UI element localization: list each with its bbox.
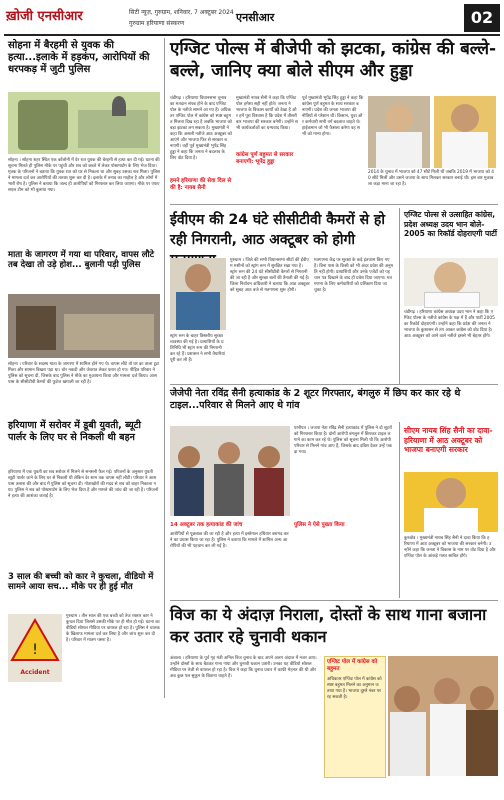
lower-headline: जेजेपी नेता रविंद्र सैनी हत्याकांड के 2 शूटर गिरफ्तार, बंगलुरु में छिप कर कार रहे थे टाइल...परिवार से मिलने आए थे गांव: [170, 388, 461, 411]
section-title: एनसीआर: [236, 11, 275, 24]
lower-sub-2: पुलिस ने ऐसे पुख्ता किया: [294, 522, 345, 528]
story1-headline: सोहना में बैरहमी से युवक की हत्या...इलाके में हड़कंप, आरोपियों की धरपकड़ में जुटी पुलिस: [8, 40, 150, 75]
mid-right-text: चंडीगढ़ । हरियाणा कांग्रेस अध्यक्ष उदय भान ने कहा कि एग्जिट पोल्स के नतीजे कांग्रेस के पक्ष में हैं और पार्टी 2005 का रिकॉर्ड दोहराएगी। उन्होंने कहा कि प्रदेश की जनता ने भाजपा के कुशासन से तंग आकर कांग्रेस को वोट दिया है। आठ अक्टूबर को आने वाले नतीजे इससे भी बेहतर होंगे।: [404, 310, 495, 339]
mid-text-2: मतगणना केंद्र पर सुरक्षा के कड़े इंतजाम किए गए हैं। बिना पास के किसी को भी अंदर प्रवेश की अनुमति नहीं होगी। प्रत्याशियों और उनके एजेंटों को पहचान पत्र दिखाने के बाद ही प्रवेश दिया जाएगा। मतगणना के लिए कर्मचारियों को प्रशिक्षण दिया जा चुका है।: [314, 258, 394, 293]
story3-text: हरियाणा में एक युवती का शव सरोवर में मिलने से सनसनी फैल गई। परिजनों के अनुसार युवती ब्यूटी पार्लर जाने के लिए घर से निकली थी लेकिन देर शाम तक वापस नहीं लौटी। परिवार ने आसपास तलाश की और बाद में पुलिस को सूचना दी। गोताखोरों की मदद से शव को बाहर निकाला गया। पुलिस ने शव को पोस्टमार्टम के लिए भेज दिया है और मामले की जांच की जा रही है। परिजनों ने हत्या की आशंका जताई है।: [8, 470, 159, 499]
story3-headline: हरियाणा में सरोवर में डूबी युवती, ब्यूटी पार्लर के लिए घर से निकली थी बहन: [8, 420, 142, 443]
lower-text-2: आरोपियों से पूछताछ की जा रही है और हत्या में इस्तेमाल हथियार बरामद करने का प्रयास किया जा रहा है। पुलिस ने बताया कि मामले में शामिल अन्य आरोपियों की भी पहचान कर ली गई है।: [170, 532, 289, 549]
saini-photo: [434, 96, 496, 168]
bottom-headline: विज का ये अंदाज़ निराला, दोस्तों के साथ गाना बजाना कर उतार रहे चुनावी थकान: [170, 605, 487, 646]
info-box-text: अधिकतर एग्जिट पोल में कांग्रेस को स्पष्ट बहुमत मिलने का अनुमान जताया गया है। भाजपा दूसरे नंबर पर रह सकती है।: [327, 677, 382, 700]
brand-name: ख़ोजी एनसीआर: [6, 9, 83, 24]
story1-photo: [8, 92, 160, 154]
column-rule-mid: [399, 208, 400, 384]
official-photo: [170, 258, 226, 330]
accident-label: Accident: [20, 669, 50, 676]
mid-right-headline: एग्जिट पोल्स से उत्साहित कांग्रेस, प्रदेश अध्यक्ष उदय भान बोले- 2005 का रिकॉर्ड दोहराएगी पार्टी: [404, 210, 497, 238]
rule-below-top: [170, 204, 498, 205]
story2-headline: माता के जागरण में गया था परिवार, वापस लौटे तब देखा तो उड़े होश... बुलानी पड़ी पुलिस: [8, 250, 154, 270]
column-rule-lower: [399, 422, 400, 598]
bottom-text: अंबाला । हरियाणा के पूर्व गृह मंत्री अनिल विज चुनाव के बाद अपने अलग अंदाज में नजर आए। उन्होंने दोस्तों के साथ बैठकर गाना गाया और चुनावी थकान उतारी। उनका यह वीडियो सोशल मीडिया पर तेजी से वायरल हो रहा है। विज ने कहा कि चुनाव प्रचार में काफी मेहनत की थी और अब कुछ पल सुकून के बिताना चाहते हैं।: [170, 656, 317, 679]
mid-text-1: गुरुग्राम । जिले की सभी विधानसभा सीटों की ईवीएम मशीनों को स्ट्रांग रूम में सुरक्षित रखा गया है। स्ट्रांग रूम की 24 घंटे सीसीटीवी कैमरों से निगरानी की जा रही है और सुरक्षा बलों की तैनाती की गई है। जिला निर्वाचन अधिकारी ने बताया कि आठ अक्टूबर को सुबह आठ बजे से मतगणना शुरू होगी।: [230, 258, 310, 293]
masthead: [4, 4, 500, 36]
top-headline: एग्जिट पोल्स में बीजेपी को झटका, कांग्रेस की बल्ले-बल्ले, जानिए क्या बोले सीएम और हुड्डा: [170, 39, 497, 81]
svg-text:!: !: [32, 642, 38, 658]
column-rule-left: [164, 38, 165, 698]
story2-photo: [8, 294, 160, 358]
vij-photo: [388, 656, 498, 776]
story4-text: गुरुग्राम । तीन साल की एक बच्ची को तेज रफ्तार कार ने कुचल दिया जिससे उसकी मौके पर ही मौत हो गई। घटना का वीडियो सोशल मीडिया पर वायरल हो रहा है। पुलिस ने चालक के खिलाफ मामला दर्ज कर लिया है और जांच शुरू कर दी है। परिवार में मातम पसरा है।: [66, 614, 160, 643]
top-col2-sub: कांग्रेस पूर्ण बहुमत से सरकार बनाएगी: भूपेंद्र हुड्डा: [236, 152, 294, 165]
cm-photo: [404, 472, 498, 532]
udaybhan-photo: [404, 258, 498, 306]
lower-right-text: कुरुक्षेत्र । मुख्यमंत्री नायब सिंह सैनी ने दावा किया कि हरियाणा में आठ अक्टूबर को भाजपा की सरकार बनेगी। उन्होंने कहा कि जनता ने विकास के नाम पर वोट दिया है और एग्जिट पोल के आंकड़े गलत साबित होंगे।: [404, 536, 496, 559]
story4-headline: 3 साल की बच्ची को कार ने कुचला, वीडियो में सामने आया सच... मौके पर ही हुई मौत: [8, 572, 154, 592]
info-box-title: एग्जिट पोल में कांग्रेस को बहुमत: [327, 659, 378, 672]
top-col2-text: मुख्यमंत्री नायब सैनी ने कहा कि एग्जिट पोल हमेशा सही नहीं होते। जनता ने भाजपा के विकास कार्यों को देखा है और हमें पूरा विश्वास है कि प्रदेश में तीसरी बार भाजपा की सरकार बनेगी। उन्होंने सभी कार्यकर्ताओं का धन्यवाद किया।: [236, 96, 298, 131]
story1-text: सोहना । सोहना शहर स्थित एक कॉलोनी में देर रात युवक की बेरहमी से हत्या कर दी गई। घटना की सूचना मिलते ही पुलिस मौके पर पहुंची और शव को कब्जे में लेकर पोस्टमार्टम के लिए भेज दिया। मृतक के परिजनों ने बताया कि युवक रात को घर से निकला था और सुबह उसका शव मिला। पुलिस ने मामला दर्ज कर आरोपियों की तलाश शुरू कर दी है। इलाके में तनाव का माहौल है और लोगों में भारी रोष है। पुलिस ने बताया कि जल्द ही आरोपियों को गिरफ्तार कर लिया जाएगा। मौके पर एफएसएल टीम को भी बुलाया गया।: [8, 158, 160, 193]
shooters-photo: [170, 426, 290, 516]
top-col1-sub: हमने हरियाणा की सेवा दिल से की है: नायब सैनी: [170, 178, 232, 191]
lower-right-headline: सीएम नायब सिंह सैनी का दावा-हरियाणा में आठ अक्टूबर को भाजपा बनाएगी सरकार: [404, 426, 493, 454]
lower-sub-1: 14 अक्टूबर तक हत्याकांड की जांच: [170, 522, 243, 528]
top-col3-text: पूर्व मुख्यमंत्री भूपेंद्र सिंह हुड्डा ने कहा कि कांग्रेस पूर्ण बहुमत के साथ सरकार बनाएगी। प्रदेश की जनता भाजपा की नीतियों से परेशान थी। किसान, युवा और कर्मचारी सभी वर्ग बदलाव चाहते थे। हाईकमान जो भी फैसला करेगा वह सभी को मान्य होगा।: [302, 96, 364, 137]
edition: गुरुग्राम हरियाणा संस्करण: [129, 20, 185, 27]
dateline: सिटी न्यूज़, गुरुग्राम, शनिवार, 7 अक्टूबर 2024: [129, 9, 234, 16]
rule-below-mid: [170, 384, 498, 385]
rule-above-bottom: [170, 600, 498, 601]
page-number: 02: [464, 4, 500, 32]
top-col4-text: 2014 के चुनाव में भाजपा को 47 सीटें मिली थीं जबकि 2019 में भाजपा को 40 सीटें मिलीं और उसने जजपा के साथ मिलकर सरकार बनाई थी। इस बार मुकाबला कड़ा माना जा रहा है।: [368, 170, 494, 187]
info-box: [324, 656, 386, 778]
mid-headline: ईवीएम की 24 घंटे सीसीटीवी कैमरों से हो रही निगरानी, आठ अक्टूबर को होगी: [170, 212, 385, 248]
story2-text: सोहना । परिवार के सदस्य माता के जागरण में शामिल होने गए थे। वापस लौटे तो घर का ताला टूटा मिला और सामान बिखरा पड़ा था। चोर नकदी और जेवरात लेकर फरार हो गए। पीड़ित परिवार ने पुलिस को सूचना दी, जिसके बाद पुलिस ने मौके का मुआयना किया और मामला दर्ज किया। आसपास के सीसीटीवी कैमरों की फुटेज खंगाली जा रही है।: [8, 362, 160, 385]
mid-text-3: स्ट्रांग रूम के बाहर त्रिस्तरीय सुरक्षा व्यवस्था की गई है। प्रत्याशियों के प्रतिनिधि भी स्ट्रांग रूम की निगरानी कर रहे हैं। प्रशासन ने सभी तैयारियां पूरी कर ली हैं।: [170, 334, 225, 363]
hooda-photo: [368, 96, 430, 168]
accident-photo: [8, 614, 62, 682]
lower-text-1: पानीपत । जजपा नेता रविंद्र सैनी हत्याकांड में पुलिस ने दो शूटरों को गिरफ्तार किया है। दोनों आरोपी बंगलुरु में छिपकर टाइल लगाने का काम कर रहे थे। पुलिस को सूचना मिली थी कि आरोपी परिवार से मिलने गांव आए हैं, जिसके बाद दबिश देकर उन्हें पकड़ा गया।: [294, 426, 392, 455]
top-col1-text: चंडीगढ़ । हरियाणा विधानसभा चुनाव का मतदान संपन्न होने के बाद एग्जिट पोल के नतीजे सामने आ गए हैं। अधिकतर एग्जिट पोल में कांग्रेस को स्पष्ट बहुमत मिलता दिख रहा है जबकि भाजपा को बड़ा झटका लग सकता है। मुख्यमंत्री ने कहा कि असली नतीजे आठ अक्टूबर को आएंगे और भाजपा फिर से सरकार बनाएगी। वहीं पूर्व मुख्यमंत्री भूपेंद्र सिंह हुड्डा ने कहा कि जनता ने बदलाव के लिए वोट दिया है।: [170, 96, 232, 161]
